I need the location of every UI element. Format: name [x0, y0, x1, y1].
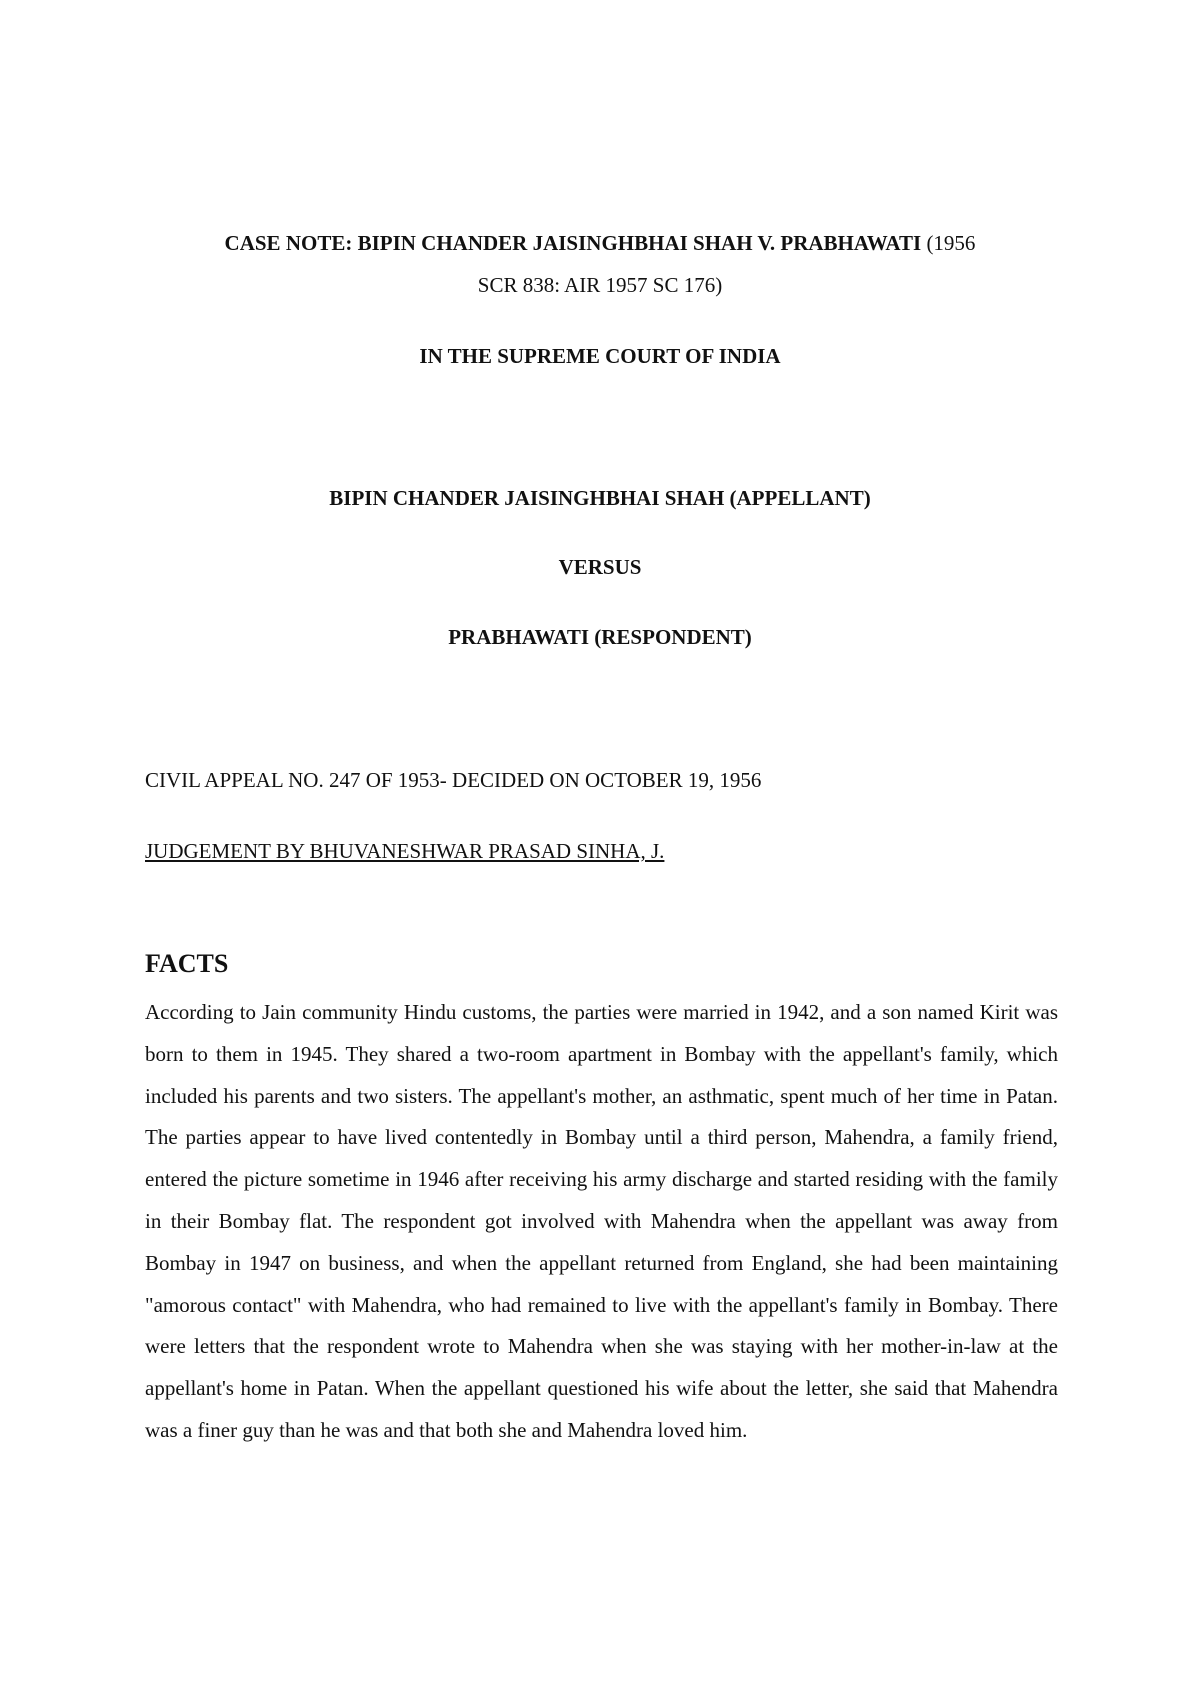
- appeal-info: CIVIL APPEAL NO. 247 OF 1953- DECIDED ON OCTOBER 19, 1956: [145, 768, 762, 792]
- facts-paragraph: According to Jain community Hindu customs, the parties were married in 1942, and a son named Kirit was born to them in 1945. They shared a two-room apartment in Bombay with the appellant's family, which included his parents and two sisters. The appellant's mother, an asthmatic, spent much of her time in Patan. The parties appear to have lived contentedly in Bombay until a third person, Mahendra, a family friend, entered the picture sometime in 1946 after receiving his army discharge and started residing with the family in their Bombay flat. The respondent got involved with Mahendra when the appellant was away from Bombay in 1947 on business, and when the appellant returned from England, she had been maintaining "amorous contact" with Mahendra, who had remained to live with the appellant's family in Bombay. There were letters that the respondent wrote to Mahendra when she was staying with her mother-in-law at the appellant's home in Patan. When the appellant questioned his wife about the letter, she said that Mahendra was a finer guy than he was and that both she and Mahendra loved him.: [145, 1000, 1058, 1442]
- judgement-by: JUDGEMENT BY BHUVANESHWAR PRASAD SINHA, J.: [145, 839, 665, 863]
- case-title-line-1: [0, 229, 1200, 257]
- case-title-line-2: SCR 838: AIR 1957 SC 176): [477, 273, 723, 297]
- appellant-name: BIPIN CHANDER JAISINGHBHAI SHAH (APPELLANT): [329, 486, 871, 510]
- court-name: IN THE SUPREME COURT OF INDIA: [419, 344, 781, 368]
- case-title-bold: CASE NOTE: BIPIN CHANDER JAISINGHBHAI SHAH V. PRABHAWATI: [224, 231, 922, 255]
- facts-heading: FACTS: [145, 949, 229, 978]
- respondent-name: PRABHAWATI (RESPONDENT): [448, 625, 752, 649]
- case-title-citation-start: (1956: [921, 231, 976, 255]
- versus-label: VERSUS: [558, 555, 642, 579]
